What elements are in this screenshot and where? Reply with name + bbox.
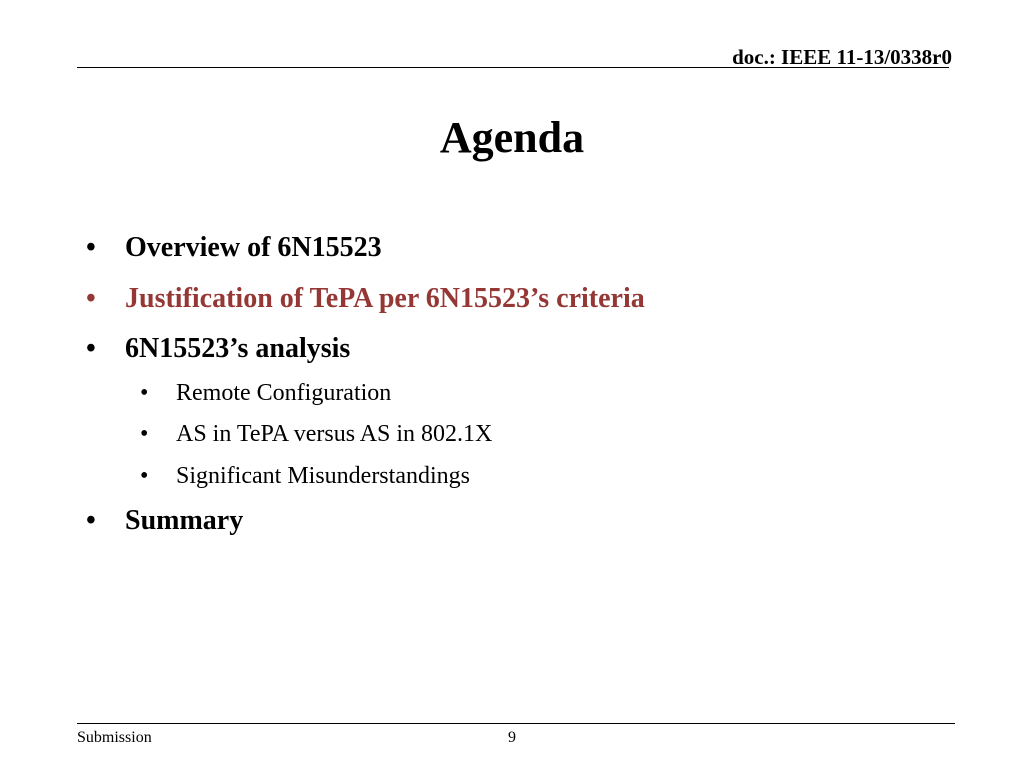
slide-title: Agenda xyxy=(439,113,585,162)
bullet-icon: • xyxy=(86,283,96,314)
agenda-item-text: Remote Configuration xyxy=(176,380,392,406)
bullet-icon: • xyxy=(86,333,96,364)
bullet-icon: • xyxy=(140,380,149,406)
bullet-icon: • xyxy=(86,232,96,263)
document-reference: doc.: IEEE 11-13/0338r0 xyxy=(732,45,952,69)
footer-submission: Submission xyxy=(77,729,152,746)
agenda-item-text: Overview of 6N15523 xyxy=(125,232,382,263)
agenda-item-text: 6N15523’s analysis xyxy=(125,333,351,364)
page-number: 9 xyxy=(508,729,516,746)
agenda-item-text: Justification of TePA per 6N15523’s criteria xyxy=(125,283,645,314)
agenda-item-text: Significant Misunderstandings xyxy=(176,463,470,489)
bullet-icon: • xyxy=(140,421,149,447)
agenda-item-text: AS in TePA versus AS in 802.1X xyxy=(176,421,493,447)
bullet-icon: • xyxy=(140,463,149,489)
agenda-item-text: Summary xyxy=(125,505,244,536)
footer-rule xyxy=(77,723,955,724)
bullet-icon: • xyxy=(86,505,96,536)
